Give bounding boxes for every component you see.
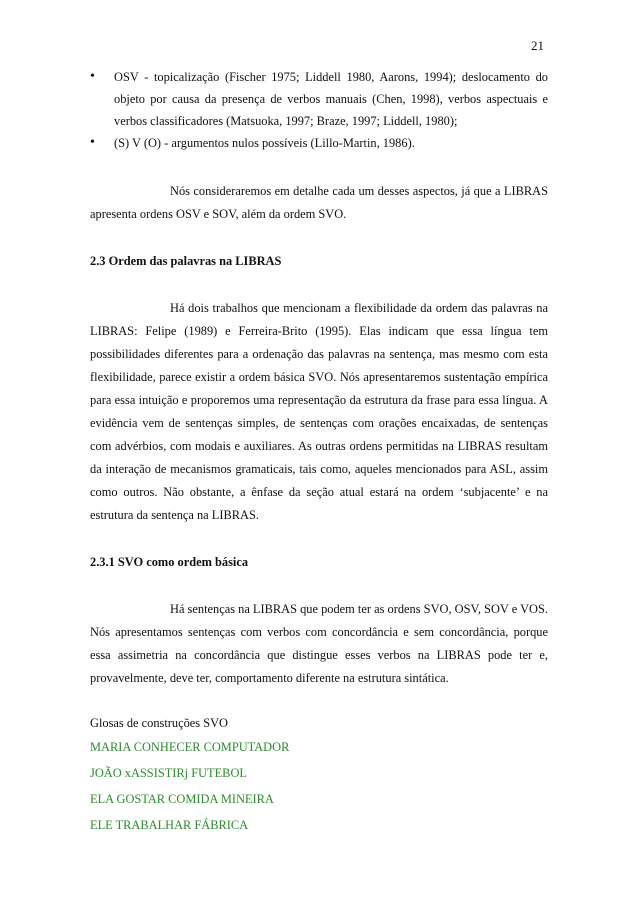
gloss-line: ELE TRABALHAR FÁBRICA (90, 818, 249, 832)
gloss-line: ELA GOSTAR COMIDA MINEIRA (90, 792, 274, 806)
gloss-line: JOÃO xASSISTIRj FUTEBOL (90, 766, 247, 780)
bullet-text: OSV - topicalização (Fischer 1975; Liddell 1980, Aarons, 1994); deslocamento do objeto por causa da presença de verbos manuais (Chen, 1998), verbos aspectuais e verbos classificadores (Matsuoka, 1997; Braze, 1997; Liddell, 1980); (114, 70, 548, 128)
glosses-label: Glosas de construções SVO (90, 716, 228, 730)
paragraph-word-order: Há dois trabalhos que mencionam a flexibilidade da ordem das palavras na LIBRAS: Felipe (1989) e Ferreira-Brito (1995). Elas indicam que essa língua tem possibilidades diferentes para a ordenação das palavras na sentença, mas mesmo com esta flexibilidade, parece existir a ordem básica SVO. Nós apresentaremos sustentação empírica para essa intuição e proporemos uma representação da estrutura da frase para essa língua. A evidência vem de sentenças simples, de sentenças com orações encaixadas, de sentenças com advérbios, com modais e auxiliares. As outras ordens permitidas na LIBRAS resultam da interação de mecanismos gramaticais, tais como, aqueles mencionados para ASL, assim como outros. Não obstante, a ênfase da seção atual estará na ordem ‘subjacente’ e na estrutura da sentença na LIBRAS. (90, 301, 548, 522)
bullet-icon: • (90, 69, 95, 84)
bullet-text: (S) V (O) - argumentos nulos possíveis (Lillo-Martin, 1986). (114, 136, 415, 150)
page-number: 21 (531, 38, 544, 53)
paragraph-intro: Nós consideraremos em detalhe cada um desses aspectos, já que a LIBRAS apresenta ordens OSV e SOV, além da ordem SVO. (90, 184, 548, 221)
subsection-heading: 2.3.1 SVO como ordem básica (90, 555, 249, 569)
gloss-line: MARIA CONHECER COMPUTADOR (90, 740, 290, 754)
bullet-item (90, 66, 548, 132)
section-heading: 2.3 Ordem das palavras na LIBRAS (90, 254, 282, 268)
page-content (90, 66, 548, 838)
bullet-icon: • (90, 135, 95, 150)
bullet-list (90, 66, 548, 154)
paragraph-svo: Há sentenças na LIBRAS que podem ter as ordens SVO, OSV, SOV e VOS. Nós apresentamos sentenças com verbos com concordância e sem concordância, porque essa assimetria na concordância que distingue esses verbos na LIBRAS pode ter e, provavelmente, deve ter, comportamento diferente na estrutura sintática. (90, 602, 548, 685)
bullet-item (90, 132, 548, 154)
